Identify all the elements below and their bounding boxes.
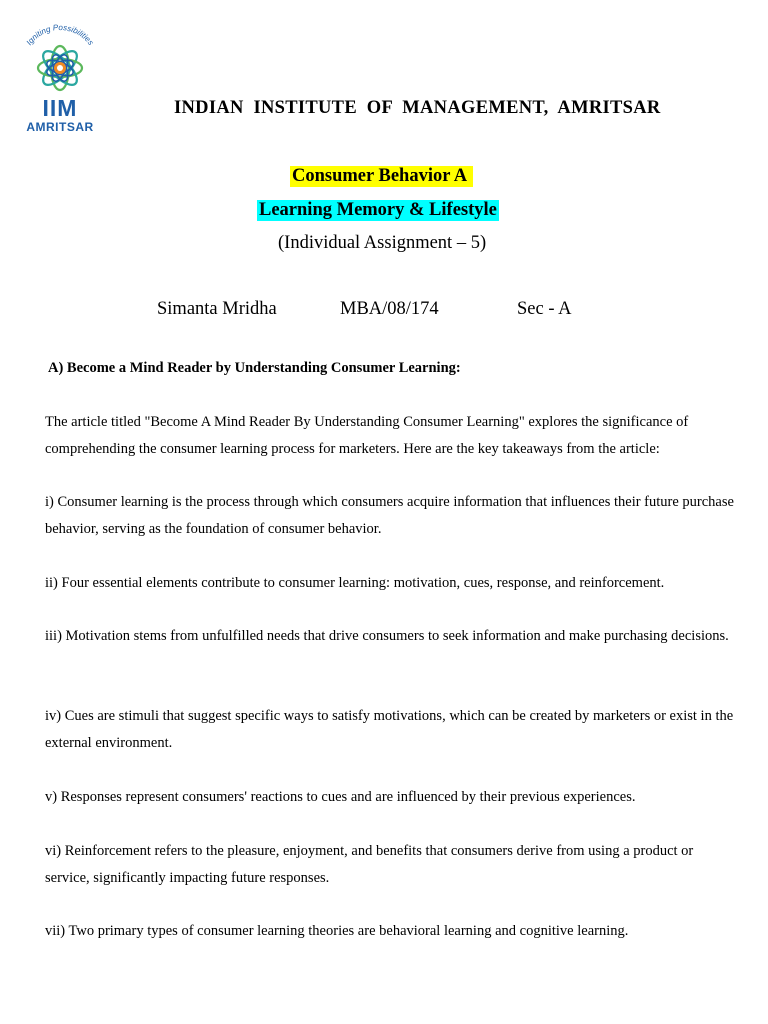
section-heading: A) Become a Mind Reader by Understanding Consumer Learning:: [48, 360, 461, 376]
logo-city: AMRITSAR: [26, 120, 94, 134]
point-iii-paragraph: iii) Motivation stems from unfulfilled needs that drive consumers to seek information and make purchasing decisions.: [45, 628, 729, 644]
topic-title: Learning Memory & Lifestyle: [259, 200, 497, 220]
iim-amritsar-logo: [10, 22, 100, 132]
point-vi-paragraph: vi) Reinforcement refers to the pleasure, enjoyment, and benefits that consumers derive from using a product or service, significantly impacting future responses.: [45, 843, 694, 886]
svg-text:Igniting Possibilities: [25, 23, 96, 47]
intro-paragraph: The article titled "Become A Mind Reader By Understanding Consumer Learning" explores the significance of comprehending the consumer learning process for marketers. Here are the key takeaways from the article:: [45, 414, 689, 457]
logo-tagline: Igniting Possibilities: [24, 22, 96, 47]
assignment-subtitle: (Individual Assignment – 5): [278, 233, 487, 253]
point-v-paragraph: v) Responses represent consumers' reactions to cues and are influenced by their previous experiences.: [45, 789, 636, 805]
student-section: Sec - A: [517, 299, 572, 319]
point-ii-paragraph: ii) Four essential elements contribute to consumer learning: motivation, cues, response, and reinforcement.: [45, 575, 665, 591]
point-i-paragraph: i) Consumer learning is the process through which consumers acquire information that influences their future purchase behavior, serving as the foundation of consumer behavior.: [45, 494, 734, 537]
lotus-emblem-icon: [10, 22, 110, 102]
institute-title: INDIAN INSTITUTE OF MANAGEMENT, AMRITSAR: [174, 98, 661, 118]
logo-name: IIM: [42, 95, 78, 121]
point-iv-paragraph: iv) Cues are stimuli that suggest specific ways to satisfy motivations, which can be created by marketers or exist in the external environment.: [45, 708, 734, 751]
point-vii-paragraph: vii) Two primary types of consumer learning theories are behavioral learning and cognitive learning.: [45, 923, 629, 939]
student-roll-number: MBA/08/174: [340, 299, 439, 319]
course-title: Consumer Behavior A: [292, 166, 471, 186]
student-name: Simanta Mridha: [157, 299, 277, 319]
